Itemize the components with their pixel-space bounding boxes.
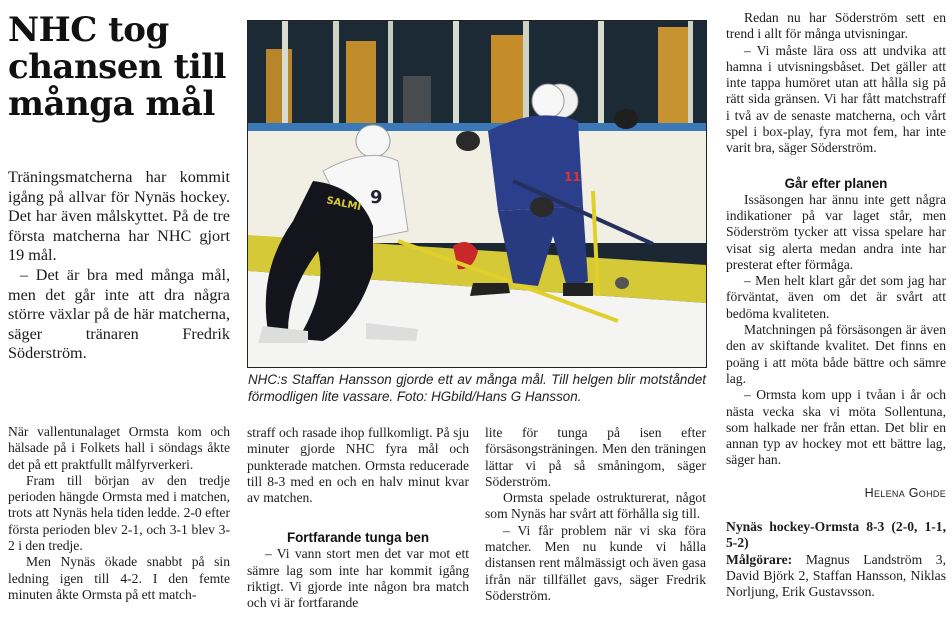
subheading: Fortfarande tunga ben — [286, 530, 430, 546]
body-paragraph: Matchningen på försäsongen är även den av skiftande kvalitet. Det finns en poäng i att möta både bättre och sämre lag. — [726, 322, 946, 386]
jersey-number-9: 9 — [370, 187, 383, 208]
lead-text-2: – Det är bra med många mål, men det går inte att dra några större växlar på de här matcherna, säger tränaren Fredrik Söderström. — [8, 265, 230, 363]
body-paragraph: – Men helt klart går det som jag har förväntat, även om det är svårt att bedöma kvaliteten. — [726, 273, 946, 321]
body-paragraph: – Vi får problem när vi ska föra matcher. Men nu kunde vi hålla distansen rent målmässigt och även gasa ifrån när tillfället gavs, säger Fredrik Söderström. — [485, 522, 706, 603]
subheading: Går efter planen — [784, 175, 888, 191]
jersey-number-11: 11 — [564, 170, 581, 184]
body-paragraph: När vallentunalaget Ormsta kom och hälsade på i Folkets hall i söndags åkte det på ett praktfullt målfyrverkeri. — [8, 424, 230, 472]
hockey-photo — [247, 20, 707, 368]
lead-paragraph — [8, 168, 230, 364]
jersey-text: SALMI — [325, 195, 362, 214]
body-paragraph: Redan nu har Söderström sett en trend i allt för många utvisningar. — [726, 10, 946, 42]
body-column-2 — [247, 425, 469, 612]
body-paragraph: – Vi vann stort men det var mot ett sämre lag som inte har kommit igång riktigt. Vi gjorde inte någon bra match och vi är fortfarande — [247, 546, 469, 611]
match-score: Nynäs hockey-Ormsta 8-3 (2-0, 1-1, 5-2) — [726, 519, 946, 551]
scorers-list: Magnus Landström 3, David Björk 2, Staffan Hansson, Niklas Norljung, Erik Gustavsson. — [726, 551, 946, 600]
hockey-photo-image — [248, 21, 706, 367]
body-paragraph: – Ormsta kom upp i tvåan i år och nästa vecka ska vi möta Sollentuna, som halkade ner från ettan. Det blir en annan typ av hockey mot ett bättre lag, säger han. — [726, 387, 946, 468]
body-paragraph: Issäsongen har ännu inte gett några indikationer på var laget står, men Söderström tycker att vissa spelare har visat sig alerta medan andra inte har presterat efter förmåga. — [726, 191, 946, 272]
lead-text-1: Träningsmatcherna har kommit igång på allvar för Nynäs hockey. Det har även målskyttet. På de tre första matcherna har NHC gjort 19 mål. — [8, 168, 230, 265]
scorers — [726, 552, 946, 601]
body-column-4 — [726, 10, 946, 601]
scorers-label: Målgörare: — [726, 551, 793, 567]
body-paragraph: Ormsta spelade ostrukturerat, något som Nynäs har svårt att förhålla sig till. — [485, 490, 706, 522]
body-column-3 — [485, 425, 706, 604]
match-result — [726, 519, 946, 600]
body-paragraph: straff och rasade ihop fullkomligt. På sju minuter gjorde NHC fyra mål och punkterade matchen. Ormsta reducerade till 8-3 med en och en halv minut kvar av matchen. — [247, 425, 469, 506]
photo-caption: NHC:s Staffan Hansson gjorde ett av många mål. Till helgen blir motståndet förmodligen lite vassare. Foto: HGbild/Hans G Hansson. — [248, 372, 706, 404]
byline: Helena Gohde — [864, 485, 946, 500]
body-paragraph: – Vi måste lära oss att undvika att hamna i utvisningsbåset. Det gäller att inte tappa humöret utan att hålla sig på rätt sida gränsen. Vi har fått matchstraff i två av de senaste matcherna, och vårt spel i box-play, fyra mot fem, har inte varit bra, säger Söderström. — [726, 42, 946, 156]
body-column-1 — [8, 424, 230, 603]
body-paragraph: Men Nynäs ökade snabbt på sin ledning igen till 4-2. I den femte minuten åkte Ormsta på ett match- — [8, 554, 230, 602]
headline: NHC tog chansen till många mål — [8, 10, 226, 124]
body-paragraph: lite för tunga på isen efter försäsongsträningen. Men den träningen lättar vi på så småningom, säger Söderström. — [485, 425, 706, 489]
body-paragraph: Fram till början av den tredje perioden hängde Ormsta med i matchen, trots att Nynäs hela tiden ledde. 2-0 efter första perioden blev 2-1, och 3-1 blev 3-2 i den tredje. — [8, 472, 230, 554]
